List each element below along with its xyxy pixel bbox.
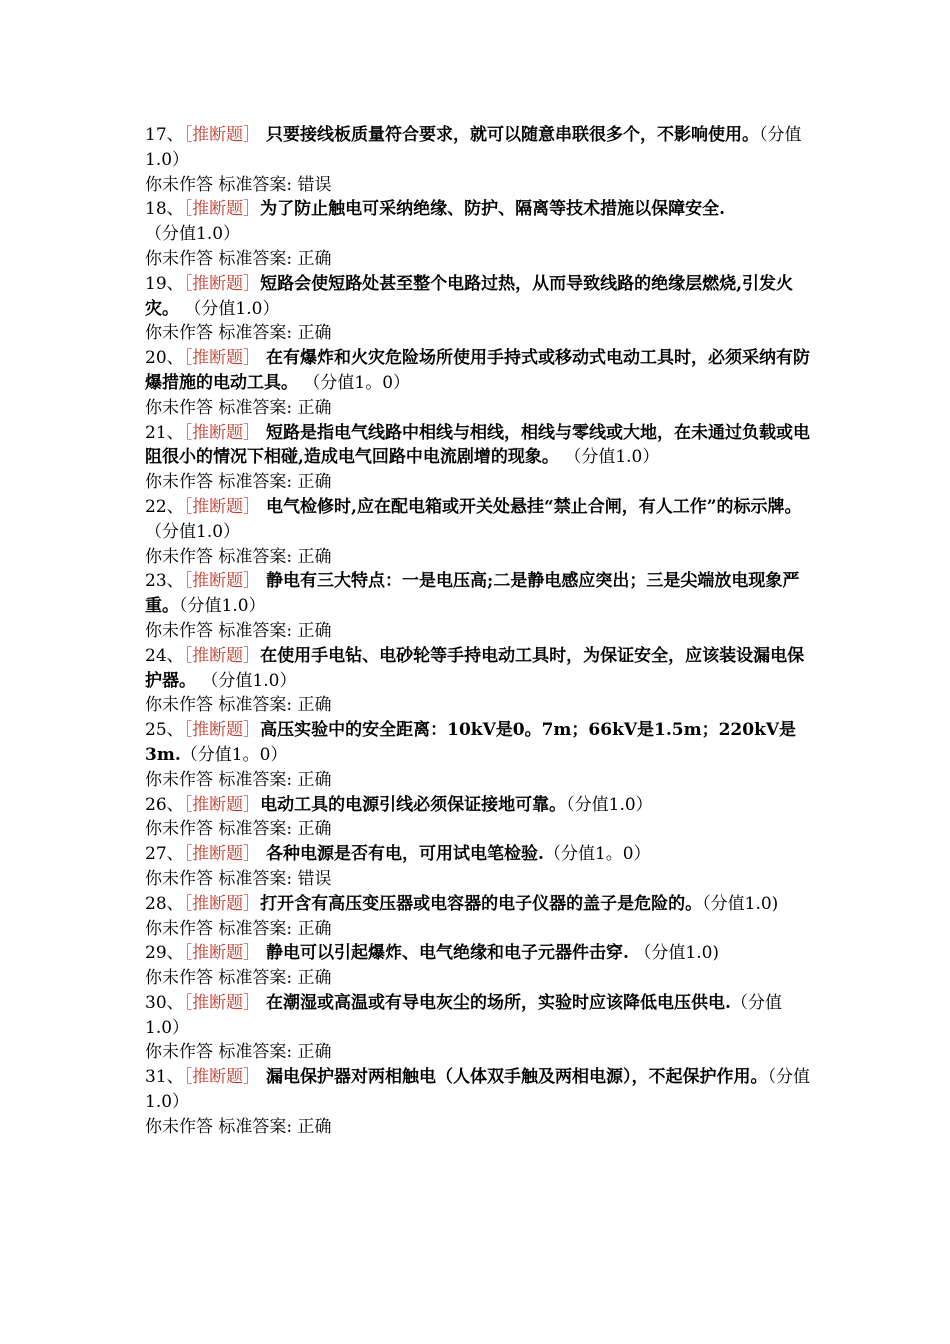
standard-answer: 正确 xyxy=(297,769,332,790)
standard-answer: 正确 xyxy=(297,546,332,567)
question-score: （分值1.0） xyxy=(145,224,241,245)
question-body: 打开含有高压变压器或电容器的电子仪器的盖子是危险的。 xyxy=(260,893,703,914)
question-type-tag: ［推断题］ xyxy=(183,422,261,443)
question-item xyxy=(145,941,815,991)
question-item xyxy=(145,718,815,792)
question-type-tag: ［推断题］ xyxy=(183,273,261,294)
question-number: 24、 xyxy=(145,645,184,666)
answer-line xyxy=(145,817,815,842)
question-body: 高压实验中的安全距离：10kV是0。7m；66kV是1.5m；220kV是3m. xyxy=(145,720,797,765)
question-list xyxy=(145,123,815,1140)
question-type-tag: ［推断题］ xyxy=(183,844,261,865)
question-type-tag: ［推断题］ xyxy=(183,720,261,741)
question-body: 为了防止触电可采纳绝缘、防护、隔离等技术措施以保障安全. xyxy=(260,199,726,220)
answer-prefix: 你未作答 标准答案: xyxy=(145,546,298,567)
question-text xyxy=(145,1065,815,1115)
question-text xyxy=(145,644,815,694)
question-body: 电气检修时,应在配电箱或开关处悬挂“禁止合闸，有人工作”的标示牌。 xyxy=(260,496,802,517)
question-number: 28、 xyxy=(145,893,184,914)
question-number: 29、 xyxy=(145,943,184,964)
question-text xyxy=(145,123,815,173)
answer-line xyxy=(145,247,815,272)
question-type-tag: ［推断题］ xyxy=(183,794,261,815)
standard-answer: 正确 xyxy=(297,620,332,641)
answer-line xyxy=(145,545,815,570)
answer-prefix: 你未作答 标准答案: xyxy=(145,769,298,790)
answer-line xyxy=(145,1115,815,1140)
question-number: 30、 xyxy=(145,992,184,1013)
question-item xyxy=(145,842,815,892)
question-item xyxy=(145,495,815,569)
answer-line xyxy=(145,768,815,793)
question-score: （分值1.0） xyxy=(145,992,782,1038)
question-item xyxy=(145,123,815,197)
question-body: 在潮湿或高温或有导电灰尘的场所，实验时应该降低电压供电. xyxy=(260,992,731,1013)
question-type-tag: ［推断题］ xyxy=(183,125,261,145)
question-type-tag: ［推断题］ xyxy=(183,645,261,666)
answer-prefix: 你未作答 标准答案: xyxy=(145,918,298,939)
question-text xyxy=(145,892,815,917)
question-text xyxy=(145,718,815,768)
answer-prefix: 你未作答 标准答案: xyxy=(145,1116,298,1137)
question-score: （分值1.0) xyxy=(628,943,720,964)
question-score: （分值1.0） xyxy=(558,447,660,468)
answer-prefix: 你未作答 标准答案: xyxy=(145,248,298,269)
standard-answer: 正确 xyxy=(297,1042,332,1063)
question-number: 19、 xyxy=(145,273,184,294)
standard-answer: 正确 xyxy=(297,397,332,418)
question-item xyxy=(145,644,815,718)
question-text xyxy=(145,991,815,1041)
question-score: （分值1.0） xyxy=(179,596,266,617)
question-score: （分值1.0） xyxy=(566,794,653,815)
question-body: 在使用手电钻、电砂轮等手持电动工具时，为保证安全，应该装设漏电保护器。 xyxy=(145,645,805,691)
question-item xyxy=(145,569,815,643)
answer-line xyxy=(145,619,815,644)
question-number: 26、 xyxy=(145,794,184,815)
question-item xyxy=(145,346,815,420)
question-text xyxy=(145,495,815,545)
question-number: 18、 xyxy=(145,199,184,220)
question-number: 17、 xyxy=(145,125,184,145)
standard-answer: 正确 xyxy=(297,695,332,716)
question-number: 22、 xyxy=(145,496,184,517)
question-item xyxy=(145,272,815,346)
standard-answer: 正确 xyxy=(297,968,332,989)
question-item xyxy=(145,793,815,843)
answer-prefix: 你未作答 标准答案: xyxy=(145,1042,298,1063)
question-number: 21、 xyxy=(145,422,184,443)
question-text xyxy=(145,793,815,818)
question-item xyxy=(145,991,815,1065)
answer-prefix: 你未作答 标准答案: xyxy=(145,323,298,344)
question-score: （分值1.0） xyxy=(179,298,280,319)
answer-line xyxy=(145,917,815,942)
question-number: 27、 xyxy=(145,844,184,865)
answer-line xyxy=(145,321,815,346)
standard-answer: 正确 xyxy=(297,248,332,269)
answer-line xyxy=(145,966,815,991)
standard-answer: 正确 xyxy=(297,1116,332,1137)
standard-answer: 错误 xyxy=(297,868,332,889)
answer-prefix: 你未作答 标准答案: xyxy=(145,695,298,716)
standard-answer: 错误 xyxy=(297,174,332,195)
question-text xyxy=(145,272,815,322)
question-body: 漏电保护器对两相触电（人体双手触及两相电源），不起保护作用。 xyxy=(260,1067,768,1088)
answer-line xyxy=(145,693,815,718)
question-type-tag: ［推断题］ xyxy=(183,1067,261,1088)
question-number: 23、 xyxy=(145,571,184,592)
question-text xyxy=(145,197,815,247)
question-body: 在有爆炸和火灾危险场所使用手持式或移动式电动工具时，必须采纳有防爆措施的电动工具。 xyxy=(145,348,811,393)
question-text xyxy=(145,421,815,471)
standard-answer: 正确 xyxy=(297,472,332,493)
question-body: 只要接线板质量符合要求，就可以随意串联很多个，不影响使用。 xyxy=(260,125,760,145)
question-type-tag: ［推断题］ xyxy=(183,496,261,517)
answer-prefix: 你未作答 标准答案: xyxy=(145,397,298,418)
question-body: 静电有三大特点：一是电压高;二是静电感应突出；三是尖端放电现象严重。 xyxy=(145,571,800,617)
question-number: 25、 xyxy=(145,720,184,741)
question-type-tag: ［推断题］ xyxy=(183,943,261,964)
answer-line xyxy=(145,867,815,892)
question-body: 短路是指电气线路中相线与相线，相线与零线或大地，在未通过负载或电阻很小的情况下相碰,造成电气回路中电流剧增的现象。 xyxy=(145,422,811,468)
answer-line xyxy=(145,470,815,495)
question-score: （分值1。0） xyxy=(298,372,411,393)
question-score: （分值1.0) xyxy=(702,893,779,914)
answer-line xyxy=(145,1040,815,1065)
answer-prefix: 你未作答 标准答案: xyxy=(145,472,298,493)
question-score: （分值1.0） xyxy=(196,670,297,691)
question-type-tag: ［推断题］ xyxy=(183,893,261,914)
answer-prefix: 你未作答 标准答案: xyxy=(145,968,298,989)
question-body: 短路会使短路处甚至整个电路过热，从而导致线路的绝缘层燃烧,引发火灾。 xyxy=(145,273,794,319)
question-type-tag: ［推断题］ xyxy=(183,571,261,592)
answer-prefix: 你未作答 标准答案: xyxy=(145,620,298,641)
standard-answer: 正确 xyxy=(297,918,332,939)
question-type-tag: ［推断题］ xyxy=(183,199,261,220)
question-score: （分值1。0） xyxy=(180,744,288,765)
standard-answer: 正确 xyxy=(297,323,332,344)
question-text xyxy=(145,569,815,619)
question-score: （分值1.0） xyxy=(145,1067,811,1113)
question-type-tag: ［推断题］ xyxy=(183,348,261,369)
question-text xyxy=(145,941,815,966)
question-score: （分值1。0） xyxy=(543,844,651,865)
question-type-tag: ［推断题］ xyxy=(183,992,261,1013)
question-body: 静电可以引起爆炸、电气绝缘和电子元器件击穿. xyxy=(260,943,629,964)
question-text xyxy=(145,346,815,396)
question-body: 电动工具的电源引线必须保证接地可靠。 xyxy=(260,794,567,815)
answer-prefix: 你未作答 标准答案: xyxy=(145,868,298,889)
question-body: 各种电源是否有电，可用试电笔检验. xyxy=(260,844,544,865)
answer-prefix: 你未作答 标准答案: xyxy=(145,819,298,840)
question-item xyxy=(145,892,815,942)
question-score: （分值1.0） xyxy=(145,125,802,170)
standard-answer: 正确 xyxy=(297,819,332,840)
question-item xyxy=(145,197,815,271)
question-score: （分值1.0） xyxy=(145,521,241,542)
question-item xyxy=(145,1065,815,1139)
question-number: 31、 xyxy=(145,1067,184,1088)
answer-line xyxy=(145,173,815,198)
answer-prefix: 你未作答 标准答案: xyxy=(145,174,298,195)
question-number: 20、 xyxy=(145,348,184,369)
question-text xyxy=(145,842,815,867)
question-item xyxy=(145,421,815,495)
answer-line xyxy=(145,396,815,421)
